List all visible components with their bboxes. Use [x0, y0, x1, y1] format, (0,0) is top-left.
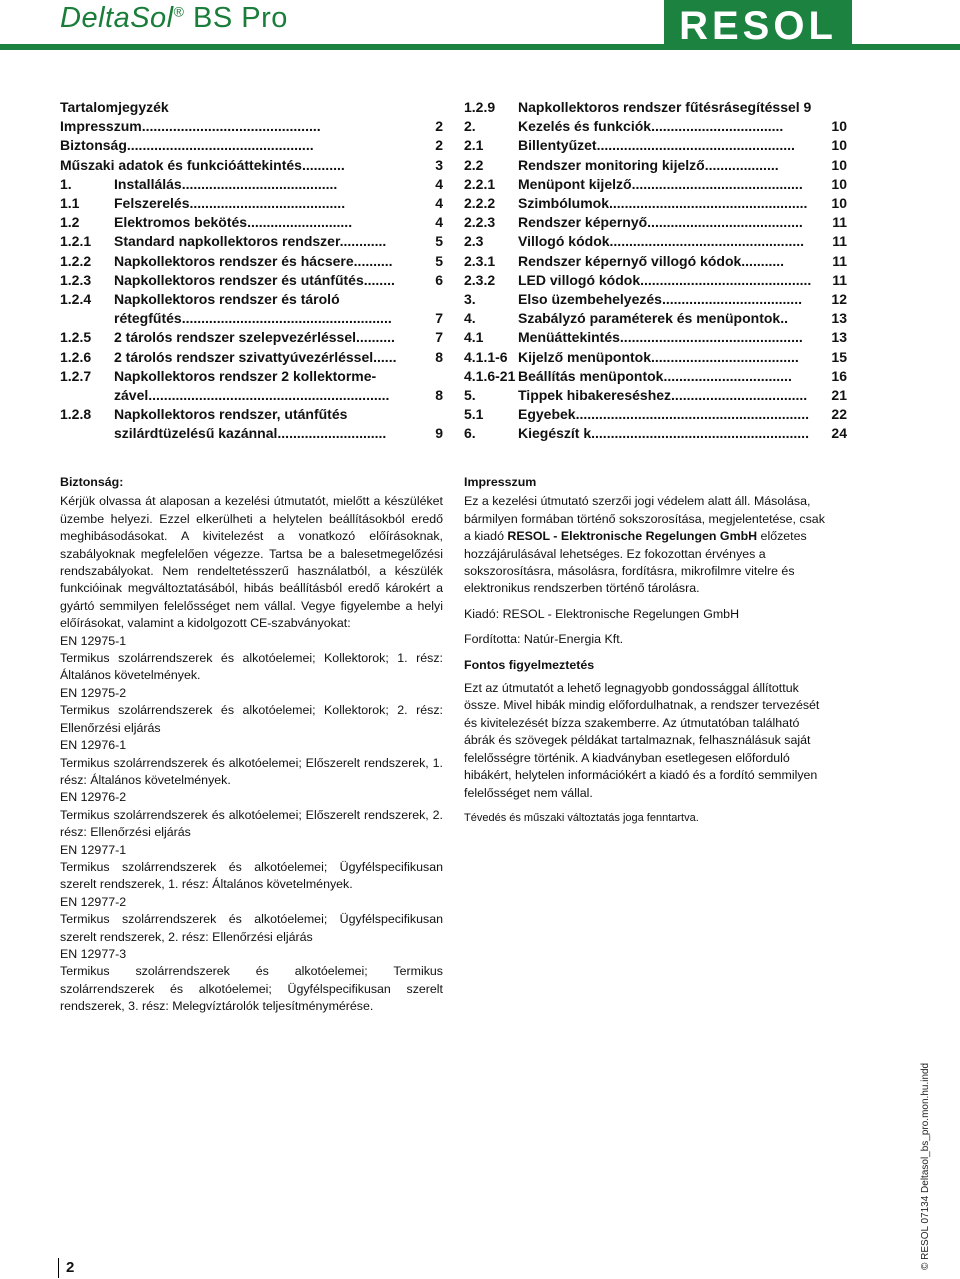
toc-entry-page: 11: [831, 271, 847, 290]
toc-leader-dots: .................................: [663, 367, 792, 384]
toc-entry-label: Elso üzembehelyezés: [518, 291, 662, 308]
toc-entry-page: 10: [830, 117, 847, 136]
toc-entry-label: 2 tárolós rendszer szelepvezérléssel: [114, 329, 357, 346]
toc-entry-page: 13: [830, 328, 847, 347]
toc-entry-page: 10: [830, 156, 847, 175]
toc-leader-dots: ...................................................: [596, 137, 795, 154]
toc-entry-number: 2.2.2: [464, 195, 496, 212]
toc-leader-dots: ........................................: [181, 175, 338, 192]
toc-entry-label: Egyebek: [518, 406, 576, 423]
safety-paragraph: EN 12975-2: [60, 685, 127, 700]
toc-entry-page: 5: [434, 252, 443, 271]
toc-entry: [60, 405, 443, 424]
toc-entry: [464, 386, 847, 405]
toc-entry-page: 22: [830, 405, 847, 424]
toc-entry-label-cont: szilárdtüzelésű kazánnal: [114, 425, 278, 442]
toc-entry-label: Napkollektoros rendszer fűtésrásegítéssel 9: [518, 99, 812, 115]
toc-entry-label: 2 tárolós rendszer szivattyúvezérléssel: [114, 348, 374, 365]
toc-entry-number: 3.: [464, 291, 476, 308]
safety-paragraph: Termikus szolárrendszerek és alkotóelemei; Előszerelt rendszerek, 1. rész: Általános követelmények.: [60, 755, 443, 787]
table-of-contents-right: [464, 98, 847, 444]
toc-entry-number: 2.2: [464, 156, 484, 173]
toc-leader-dots: ........................................: [189, 195, 346, 212]
resol-logo: RESOL: [664, 0, 852, 50]
toc-entry: [464, 232, 847, 251]
toc-entry-label-cont: rétegfűtés: [114, 310, 182, 327]
disclaimer-note: Tévedés és műszaki változtatás joga fenntartva.: [464, 811, 699, 824]
toc-entry-page: 2: [434, 136, 443, 155]
toc-entry-page: 10: [830, 136, 847, 155]
toc-entry-number: 2.2.3: [464, 214, 496, 231]
toc-leader-dots: ................................................: [126, 137, 314, 154]
warning-text: Ezt az útmutatót a lehető legnagyobb gondossággal állítottuk össze. Mivel hibák mindig előfordulhatnak, a rendszer tervezését és kivitelezését bízza szakemberre. Az útmutatóban található ábrák és szövegek példákat tartalmaznak, felhasználásuk saját felelősségre történik. A kiadványban esetlegesen előforduló hibákért, helytelen információkért a kiadó és a fordító semmilyen felelősséget nem vállal.: [464, 681, 820, 800]
toc-entry-number: 1.2.4: [60, 291, 92, 308]
toc-entry-label: Impresszum: [60, 118, 142, 135]
toc-entry-page: 7: [434, 309, 443, 328]
toc-entry: [464, 328, 847, 347]
toc-entry-page: 9: [434, 424, 443, 443]
toc-entry-page: 4: [434, 194, 443, 213]
toc-entry-page: 12: [830, 290, 847, 309]
safety-paragraph: EN 12977-1: [60, 842, 127, 857]
toc-entry-number: 4.1.1-6: [464, 348, 508, 365]
toc-entry: [60, 348, 443, 367]
toc-entry-label: Szimbólumok: [518, 195, 610, 212]
toc-entry-number: 1.: [60, 175, 72, 192]
toc-leader-dots: ...................: [704, 156, 779, 173]
toc-entry-label: Napkollektoros rendszer 2 kollektorme-: [114, 367, 377, 384]
toc-entry: [60, 252, 443, 271]
toc-leader-dots: ......................................: [651, 348, 799, 365]
toc-entry-number: 2.3.2: [464, 271, 496, 288]
toc-leader-dots: ....................................: [661, 291, 802, 308]
safety-paragraph: Termikus szolárrendszerek és alkotóelemei; Termikus szolárrendszerek és alkotóelemei; Ügyfélspecifikusan szerelt rendszerek, 3. rész: Melegvíztárolók teljesítménymérése.: [60, 964, 443, 1014]
safety-paragraph: Termikus szolárrendszerek és alkotóelemei; Ügyfélspecifikusan szerelt rendszerek, 1. rész: Általános követelmények.: [60, 859, 443, 892]
toc-entry: [464, 252, 847, 271]
toc-entry-label: Menüáttekintés: [518, 329, 620, 346]
toc-entry-page: 15: [830, 348, 847, 367]
toc-entry: [60, 271, 443, 290]
toc-entry-page: 4: [434, 213, 443, 232]
impressum-section: [464, 474, 832, 827]
toc-entry-label: LED villogó kódok: [518, 271, 641, 288]
toc-entry-page: 13: [830, 309, 847, 328]
toc-entry-number: 1.2.8: [60, 406, 92, 423]
header-rule: [0, 44, 664, 50]
publisher: Kiadó: RESOL - Elektronische Regelungen GmbH: [464, 606, 740, 621]
safety-paragraph: EN 12977-2: [60, 894, 127, 909]
toc-entry-page: 10: [830, 194, 847, 213]
safety-paragraph: EN 12977-3: [60, 946, 127, 961]
toc-leader-dots: ..............................................: [141, 118, 321, 135]
toc-entry-number: 4.1.6-21: [464, 367, 516, 384]
toc-entry: [60, 232, 443, 251]
toc-entry-label: Kijelző menüpontok: [518, 348, 651, 365]
toc-entry-label: Napkollektoros rendszer és utánfűtés: [114, 271, 364, 288]
toc-entry: [464, 98, 847, 117]
toc-entry-label: Elektromos bekötés: [114, 214, 248, 231]
toc-entry-page: 11: [831, 252, 847, 271]
toc-entry: [60, 175, 443, 194]
toc-entry-page: 4: [434, 175, 443, 194]
toc-entry-label: Felszerelés: [114, 195, 190, 212]
toc-entry-label: Installálás: [114, 175, 182, 192]
toc-entry: [60, 156, 443, 175]
safety-heading: Biztonság:: [60, 475, 124, 489]
toc-entry-number: 1.2: [60, 214, 80, 231]
product-title: DeltaSol® BS Pro: [60, 2, 288, 34]
toc-entry: [464, 348, 847, 367]
toc-entry: [464, 290, 847, 309]
toc-entry-label: Villogó kódok: [518, 233, 610, 250]
toc-entry: [464, 175, 847, 194]
toc-leader-dots: ..........: [353, 252, 393, 269]
toc-entry: [60, 213, 443, 232]
toc-entry-number: 2.3.1: [464, 252, 496, 269]
safety-paragraph: Termikus szolárrendszerek és alkotóelemei; Ügyfélspecifikusan szerelt rendszerek, 2. rész: Ellenőrzési eljárás: [60, 912, 443, 944]
toc-leader-dots: ............................: [277, 425, 387, 442]
toc-entry-label: Rendszer képernyő: [518, 214, 648, 231]
toc-entry-number: 4.1: [464, 329, 484, 346]
toc-leader-dots: ...........................: [247, 214, 353, 231]
toc-entry-page: 21: [830, 386, 847, 405]
toc-entry-page: 24: [830, 424, 847, 443]
toc-entry: [464, 136, 847, 155]
toc-entry-label: Biztonság: [60, 137, 127, 154]
safety-paragraph: EN 12975-1: [60, 633, 127, 648]
table-of-contents-left: [60, 98, 443, 444]
toc-entry: [464, 405, 847, 424]
header-rule-right: [852, 44, 960, 50]
safety-paragraph: EN 12976-2: [60, 790, 127, 805]
toc-leader-dots: ..................................................: [609, 233, 805, 250]
toc-entry-number: 1.2.9: [464, 99, 496, 115]
toc-entry: [60, 136, 443, 155]
toc-entry-number: 1.2.6: [60, 348, 92, 365]
toc-leader-dots: ............................................: [640, 271, 812, 288]
toc-entry-label: Napkollektoros rendszer és hácsere: [114, 252, 354, 269]
toc-leader-dots: ...................................: [671, 387, 808, 404]
toc-entry-label: Rendszer képernyő villogó kódok: [518, 252, 742, 269]
toc-entry-label: Rendszer monitoring kijelző: [518, 156, 705, 173]
toc-entry-label: Tippek hibakereséshez: [518, 387, 672, 404]
toc-entry-continued: [60, 309, 443, 328]
toc-entry: [60, 367, 443, 386]
toc-entry-number: 1.1: [60, 195, 80, 212]
toc-entry: [464, 117, 847, 136]
toc-leader-dots: ..............................................................: [148, 387, 390, 404]
toc-entry-number: 2.: [464, 118, 476, 135]
safety-paragraph: EN 12976-1: [60, 738, 127, 753]
toc-entry: [464, 424, 847, 443]
toc-leader-dots: ............................................: [631, 175, 803, 192]
toc-entry-number: 5.: [464, 387, 476, 404]
toc-entry-number: 2.2.1: [464, 175, 496, 192]
toc-entry-number: 1.2.7: [60, 367, 92, 384]
toc-entry-page: 10: [830, 175, 847, 194]
toc-leader-dots: ............: [339, 233, 387, 250]
impressum-heading: Impresszum: [464, 475, 537, 489]
toc-leader-dots: ............................................................: [575, 406, 809, 423]
toc-entry-number: 2.1: [464, 137, 484, 154]
toc-leader-dots: ........................................................: [591, 425, 809, 442]
toc-entry-page: 8: [434, 386, 443, 405]
toc-leader-dots: ........: [363, 271, 395, 288]
toc-entry: [464, 156, 847, 175]
toc-entry-number: 1.2.5: [60, 329, 92, 346]
toc-leader-dots: ...........: [741, 252, 785, 269]
toc-leader-dots: ...................................................: [609, 195, 808, 212]
toc-entry-page: 3: [434, 156, 443, 175]
toc-leader-dots: ..: [780, 310, 788, 327]
toc-entry-label: Műszaki adatok és funkcióáttekintés: [60, 156, 302, 173]
toc-entry: [60, 117, 443, 136]
copyright-paragraph: Ez a kezelési útmutató szerzői jogi védelem alatt áll. Másolása, bármilyen formában történő sokszorosítása, megjelentetése, csak a kiadó RESOL - Elektronische Regelungen GmbH előzetes hozzájárulásával lehetséges. Ez fokozottan érvényes a sokszorosításra, másolásra, fordításra, mikrofilmre vitelre és elektronikus rendszerben történő tárolásra.: [464, 494, 825, 596]
safety-paragraph: Termikus szolárrendszerek és alkotóelemei; Kollektorok; 1. rész: Általános követelmények.: [60, 651, 443, 683]
toc-entry: [464, 194, 847, 213]
toc-entry-page: 11: [831, 213, 847, 232]
toc-entry-continued: [60, 424, 443, 443]
toc-entry: [464, 271, 847, 290]
safety-paragraph: Termikus szolárrendszerek és alkotóelemei; Előszerelt rendszerek, 2. rész: Ellenőrzési eljárás: [60, 807, 443, 840]
safety-paragraph: Termikus szolárrendszerek és alkotóelemei; Kollektorok; 2. rész: Ellenőrzési eljárás: [60, 703, 443, 735]
toc-entry-label: Beállítás menüpontok: [518, 367, 664, 384]
toc-entry: [464, 367, 847, 386]
toc-entry: [60, 328, 443, 347]
toc-entry-page: 11: [831, 232, 847, 251]
toc-leader-dots: ..................................: [651, 118, 784, 135]
safety-paragraph: Kérjük olvassa át alaposan a kezelési útmutatót, mielőtt a készüléket üzembe helyezi. Ezzel elkerülheti a helytelen beállításokból eredő meghibásodásokat. A kivitelezést a vonatkozó előírásoknak, szabályoknak megfelelően végezze. Tartsa be a balesetmegelőzési rendszabályokat. Nem rendeltetésszerű használatból, a készülék funkcióinak megváltoztatásából, hibás beállításból eredő károkért a gyártó semmilyen felelősséget nem vállal. Vegye figyelembe a helyi előírásokat, valamint a kidolgozott CE-szabványokat:: [60, 494, 443, 631]
toc-entry-label: Kiegészít k: [518, 425, 592, 442]
toc-entry: [60, 290, 443, 309]
toc-entry-number: 4.: [464, 310, 476, 327]
toc-leader-dots: ...........: [301, 156, 345, 173]
toc-leader-dots: ......: [373, 348, 397, 365]
toc-entry: [464, 309, 847, 328]
toc-entry-number: 1.2.2: [60, 252, 92, 269]
toc-entry-number: 1.2.3: [60, 271, 92, 288]
toc-entry-label: Kezelés és funkciók: [518, 118, 652, 135]
toc-entry: [464, 213, 847, 232]
toc-entry-number: 5.1: [464, 406, 484, 423]
toc-entry-label: Menüpont kijelző: [518, 175, 632, 192]
page-number: 2: [58, 1258, 74, 1278]
toc-entry-label-cont: zável: [114, 387, 149, 404]
warning-heading: Fontos figyelmeztetés: [464, 657, 595, 672]
toc-leader-dots: ........................................: [647, 214, 803, 231]
toc-entry-continued: [60, 386, 443, 405]
toc-entry-page: 5: [434, 232, 443, 251]
toc-entry-page: 2: [434, 117, 443, 136]
toc-entry-page: 7: [434, 328, 443, 347]
toc-entry-page: 16: [830, 367, 847, 386]
toc-entry-page: 6: [434, 271, 443, 290]
toc-title: Tartalomjegyzék: [60, 99, 169, 115]
toc-entry-number: 2.3: [464, 233, 484, 250]
toc-leader-dots: ...............................................: [619, 329, 803, 346]
registered-mark-icon: R: [832, 8, 846, 22]
toc-leader-dots: ..........: [356, 329, 395, 346]
toc-entry-number: 6.: [464, 425, 476, 442]
toc-entry-page: 8: [434, 348, 443, 367]
file-reference: © RESOL 07134 Deltasol_bs_pro.mon.hu.indd: [920, 1062, 931, 1270]
toc-entry-number: 1.2.1: [60, 233, 92, 250]
toc-entry-label: Napkollektoros rendszer és tároló: [114, 291, 340, 308]
toc-entry-label: Standard napkollektoros rendszer: [114, 233, 340, 250]
toc-leader-dots: ......................................................: [181, 310, 392, 327]
toc-entry-label: Szabályzó paraméterek és menüpontok: [518, 310, 781, 327]
safety-section: [60, 474, 443, 1016]
toc-entry-label: Napkollektoros rendszer, utánfűtés: [114, 406, 348, 423]
toc-entry-label: Billentyűzet: [518, 137, 597, 154]
toc-entry: [60, 194, 443, 213]
translator: Fordította: Natúr-Energia Kft.: [464, 632, 624, 647]
